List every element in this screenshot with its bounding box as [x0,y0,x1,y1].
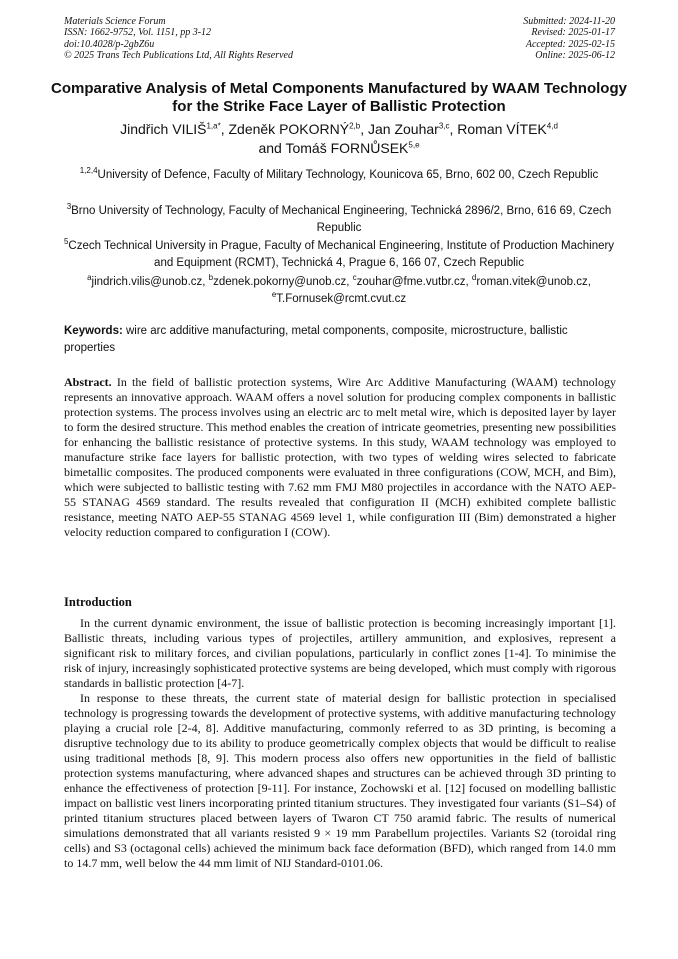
email[interactable]: $^e$T.Fornusek@rcmt.cvut.cz [271,290,407,305]
email[interactable]: $^c$zouhar@fme.vutbr.cz [352,273,466,288]
journal-name: Materials Science Forum [64,16,166,27]
affiliation: $^3$Brno University of Technology, Faculty of Mechanical Engineering, Technická 2896/2, Brno, 616 69, Czech Republic [66,202,612,234]
email-list: $^a$jindrich.vilis@unob.cz, $^b$zdenek.pokorny@unob.cz, $^c$zouhar@fme.vutbr.cz, $^d$roman.vitek@unob.cz, $^e$T.Fornusek@rcmt.cvut.cz [87,273,591,305]
affiliation: $^{1,2,4}$University of Defence, Faculty of Military Technology, Kounicova 65, Brno, 602 00, Czech Republic [79,166,599,181]
date-accepted: Accepted: 2025-02-15 [525,38,615,50]
abstract-label: Abstract. [64,375,112,389]
journal-issn: ISSN: 1662-9752, Vol. 1151, pp 3-12 [64,27,212,39]
email[interactable]: $^d$roman.vitek@unob.cz [471,273,588,288]
submission-dates [523,16,615,62]
date-submitted: Submitted: 2024-11-20 [523,16,615,27]
journal-info [64,16,293,62]
author: Roman VÍTEK$^{4,d}$ [457,121,558,137]
author: Zdeněk POKORNÝ$^{2,b}$, [228,121,368,137]
author: and Tomáš FORNŮSEK$^{5,e}$ [258,140,420,156]
journal-doi[interactable]: doi:10.4028/p-2gbZ6u [64,38,155,50]
paragraph: In the current dynamic environment, the issue of ballistic protection is becoming increasingly important [1]. Ballistic threats, including various types of projectiles, artillery ammunition, and explosives, represent a significant risk to military forces, and civilian populations, particularly in conflict zones [1-4]. To minimise the risk of injury, increasingly sophisticated protective systems are being developed, which must comply with rigorous standards in ballistic protection [4-7]. [64,616,616,690]
keywords-text: wire arc additive manufacturing, metal components, composite, microstructure, ballistic properties [64,325,568,354]
abstract [64,375,616,540]
date-revised: Revised: 2025-01-17 [531,27,615,39]
date-online: Online: 2025-06-12 [535,50,615,62]
keywords-label: Keywords: [64,325,123,337]
paragraph: In response to these threats, the current state of material design for ballistic protection in specialised technology is progressing towards the development of protective systems, with additive manufacturing technology playing a crucial role [2-4, 8]. Additive manufacturing, commonly referred to as 3D printing, is becoming a disruptive technology due to its ability to produce geometrically complex objects that would be difficult to realise using traditional methods [8, 9]. This modern process also offers new opportunities in the field of ballistic protection systems manufacturing, where advanced shapes and structures can be achieved through 3D printing to enhance the effectiveness of protection [9-11]. For instance, Zochowski et al. [12] focused on modelling ballistic impact on ballistic vest liners incorporating printed titanium structures. They investigated four variants (S1–S4) of printed titanium structures placed between layers of Twaron CT 750 aramid fabric. The results of numerical simulations demonstrated that all variants resisted 9 × 19 mm Parabellum projectiles. Variants S2 (toroidal ring cells) and S3 (octagonal cells) achieved the minimum back face deformation (BFD), which ranged from 14.0 mm to 14.7 mm, well below the 44 mm limit of NIJ Standard-0101.06. [64,691,616,870]
affiliation: $^5$Czech Technical University in Prague, Faculty of Mechanical Engineering, Institute of Production Machinery and Equipment (RCMT), Technická 4, Prague 6, 166 07, Czech Republic [63,237,615,269]
author: Jindřich $VILIŠ^{1,a*}$, [120,121,229,137]
abstract-text: In the field of ballistic protection systems, Wire Arc Additive Manufacturing (WAAM) technology represents an innovative approach. WAAM offers a novel solution for producing complex components in ballistic protection systems. The process involves using an electric arc to melt metal wire, which is deposited layer by layer to form the desired structure. This method enables the creation of intricate geometries, presenting new possibilities for enhancing the ballistic resistance of protective systems. In this study, WAAM technology was employed to manufacture strike face layers for ballistic protection, with two types of welding wires selected to fabricate bimetallic composites. The produced components were evaluated in three configurations (COW, MCH, and Bim), which were subjected to ballistic testing with 7.62 mm FMJ M80 projectiles in accordance with the NATO AEP-55 STANAG 4569 standard. The results revealed that configuration II (MCH) exhibited complete ballistic resistance, meeting NATO AEP-55 STANAG 4569 level 1, while configuration III (Bim) demonstrated a higher velocity reduction compared to configuration I (COW). [64,375,616,539]
section-heading-introduction: Introduction [64,595,132,609]
email[interactable]: $^b$zdenek.pokorny@unob.cz [208,273,347,288]
keywords [64,323,616,357]
copyright: © 2025 Trans Tech Publications Ltd, All Rights Reserved [64,50,293,62]
author-list [50,120,628,158]
email[interactable]: $^a$jindrich.vilis@unob.cz [87,273,203,288]
paper-title: Comparative Analysis of Metal Components Manufactured by WAAM Technology for the Strike Face Layer of Ballistic Protection [51,80,627,115]
author: Jan Zouhar$^{3,c}$, [368,121,458,137]
introduction-body [64,616,616,871]
